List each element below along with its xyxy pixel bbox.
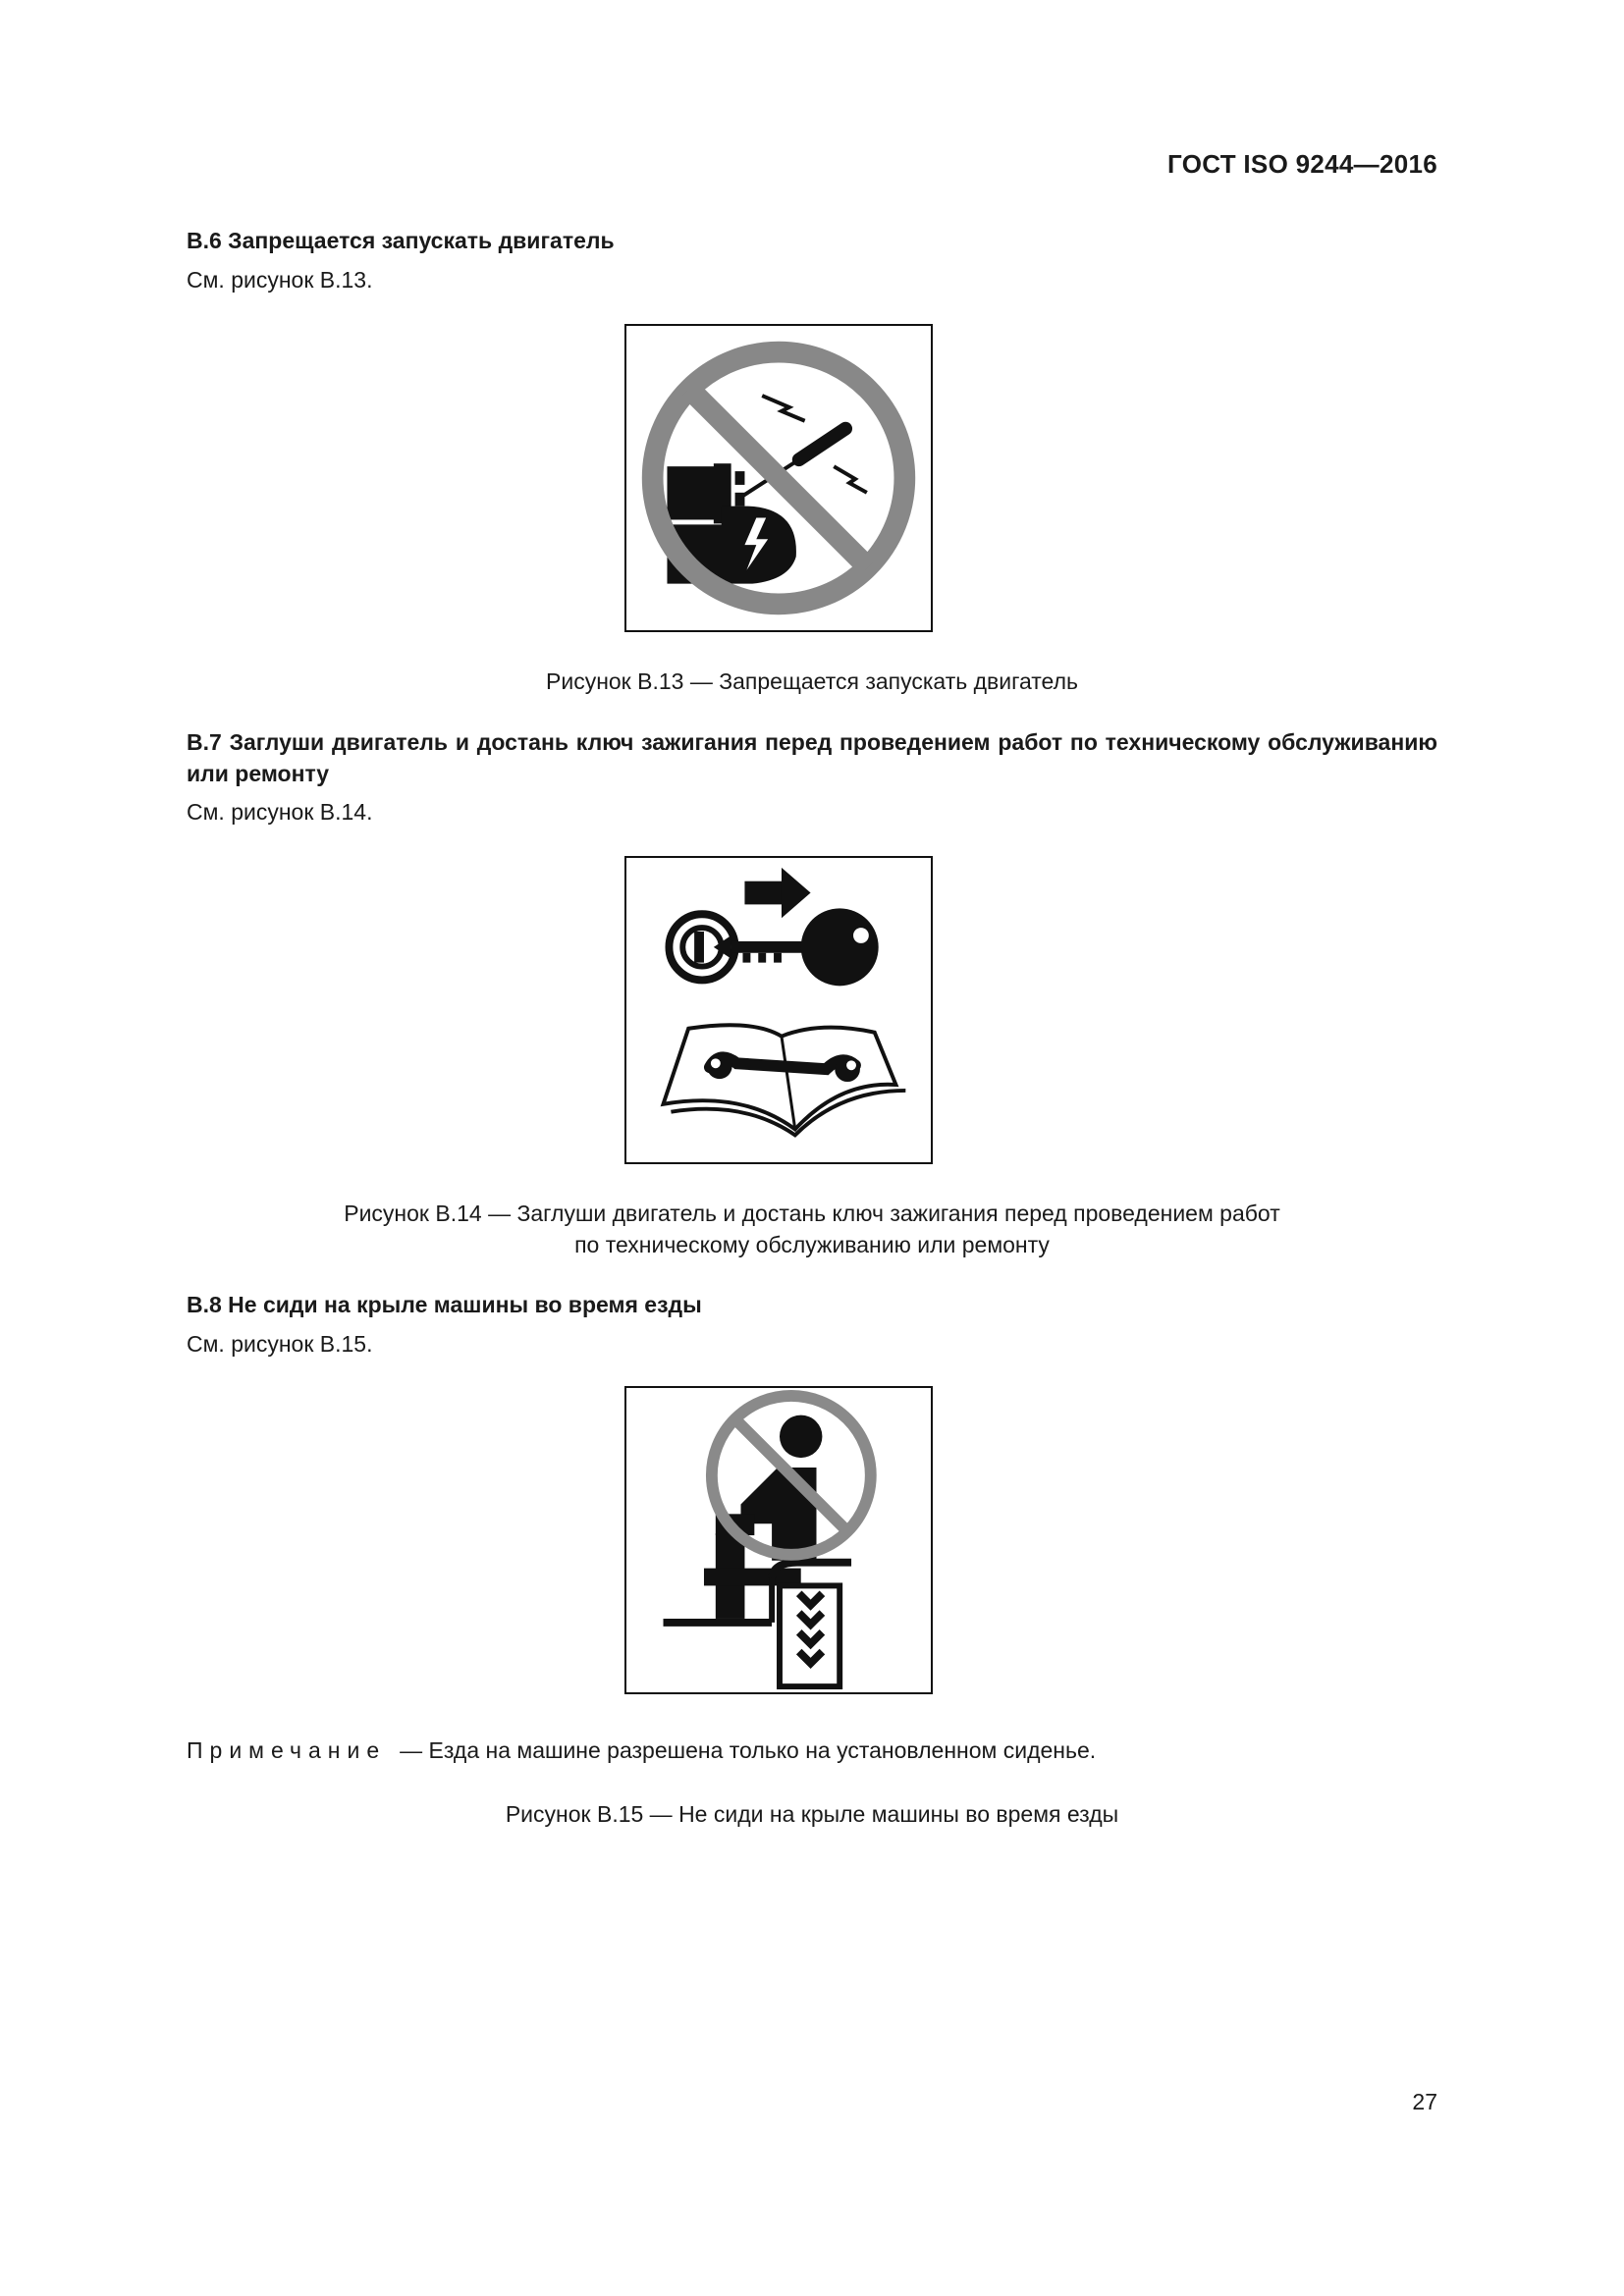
document-code: ГОСТ ISO 9244—2016	[1167, 149, 1437, 179]
figure-b14	[624, 856, 933, 1164]
figure-b13-caption: Рисунок B.13 — Запрещается запускать двигатель	[546, 668, 1078, 694]
figure-b15-note	[187, 1737, 1096, 1764]
figure-b15	[624, 1386, 933, 1694]
section-b7-see-figure: См. рисунок B.14.	[187, 799, 373, 825]
note-label: Примечание	[187, 1737, 387, 1763]
section-b8-title: B.8 Не сиди на крыле машины во время езды	[187, 1292, 702, 1317]
figure-b15-caption: Рисунок B.15 — Не сиди на крыле машины во время езды	[505, 1801, 1119, 1827]
figure-b13	[624, 324, 933, 632]
page-number: 27	[1412, 2089, 1437, 2114]
no-riding-fender-icon	[626, 1388, 931, 1692]
section-b6-see-figure: См. рисунок B.13.	[187, 267, 373, 293]
figure-b14-caption-line1: Рисунок B.14 — Заглуши двигатель и достань ключ зажигания перед проведением работ	[344, 1201, 1280, 1226]
figure-b14-caption-line2: по техническому обслуживанию или ремонту	[574, 1232, 1050, 1257]
section-b8-see-figure: См. рисунок B.15.	[187, 1331, 373, 1357]
section-b7-title: B.7 Заглуши двигатель и достань ключ зажигания перед проведением работ по техническому обслуживанию или ремонту	[187, 729, 1437, 786]
no-engine-start-icon	[626, 326, 931, 630]
note-text: — Езда на машине разрешена только на установленном сиденье.	[400, 1737, 1097, 1763]
remove-key-manual-icon	[626, 858, 931, 1162]
section-b6-title: B.6 Запрещается запускать двигатель	[187, 228, 615, 253]
